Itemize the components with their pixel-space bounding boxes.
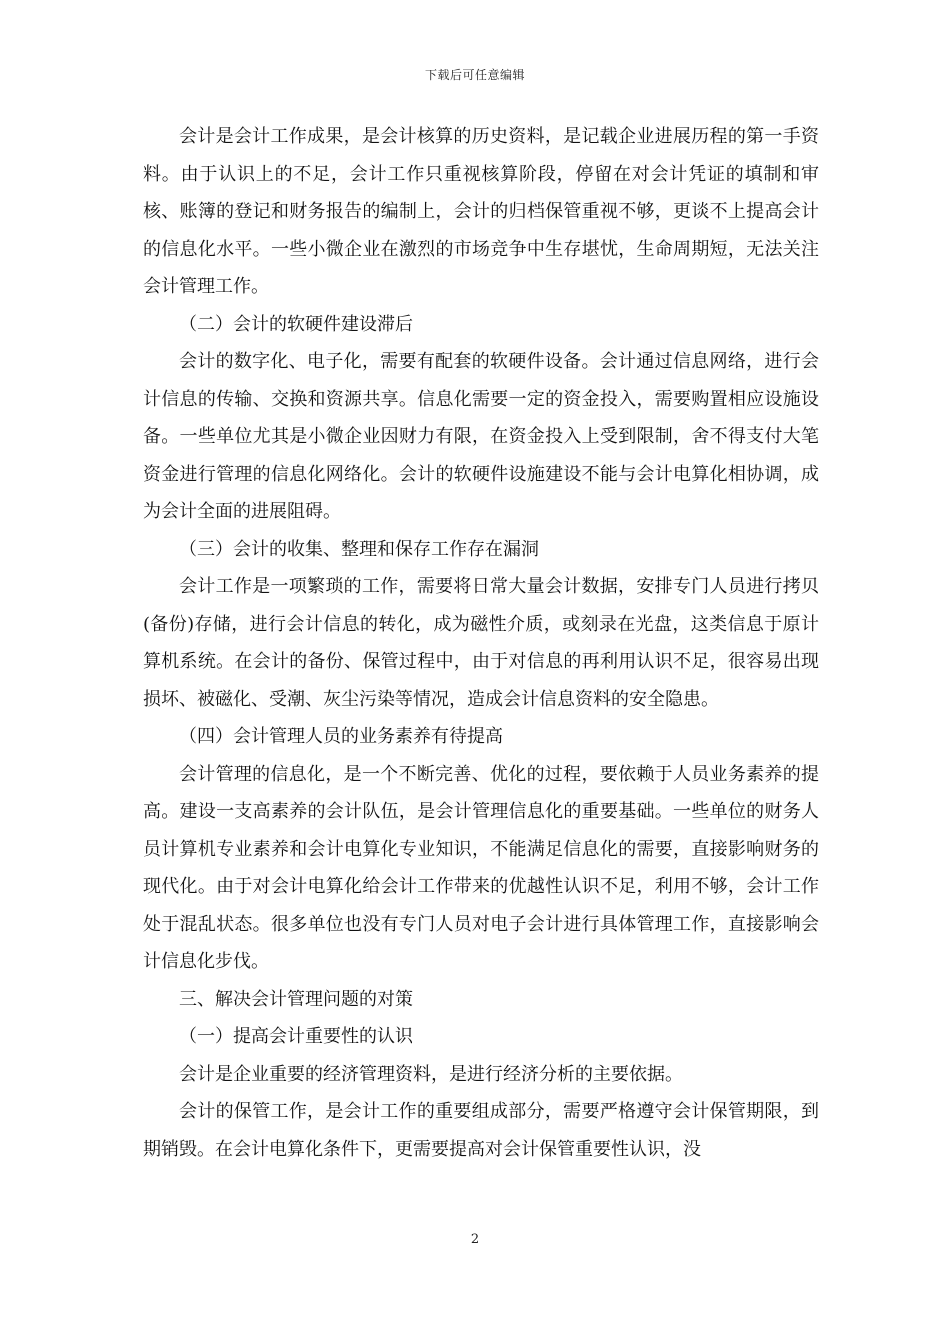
section-heading: （二）会计的软硬件建设滞后 (179, 313, 413, 335)
section-heading: （一）提高会计重要性的认识 (179, 1026, 413, 1047)
paragraph: 会计的保管工作，是会计工作的重要组成部分，需要严格遵守会计保管期限，到期销毁。在会计电算化条件下，更需要提高对会计保管重要性认识，没 (143, 1101, 819, 1160)
page-header: 下载后可任意编辑 (424, 68, 525, 82)
paragraph: 会计的数字化、电子化，需要有配套的软硬件设备。会计通过信息网络，进行会计信息的传输、交换和资源共享。信息化需要一定的资金投入，需要购置相应设施设备。一些单位尤其是小微企业因财力有限，在资金投入上受到限制，舍不得支付大笔资金进行管理的信息化网络化。会计的软硬件设施建设不能与会计电算化相协调，成为会计全面的进展阻碍。 (143, 351, 819, 522)
paragraph: 会计工作是一项繁琐的工作，需要将日常大量会计数据，安排专门人员进行拷贝(备份)存储，进行会计信息的转化，成为磁性介质，或刻录在光盘，这类信息于原计算机系统。在会计的备份、保管过程中，由于对信息的再利用认识不足，很容易出现损坏、被磁化、受潮、灰尘污染等情况，造成会计信息资料的安全隐患。 (143, 576, 819, 710)
section-heading: 三、解决会计管理问题的对策 (179, 988, 413, 1010)
paragraph: 会计是会计工作成果，是会计核算的历史资料，是记载企业进展历程的第一手资料。由于认识上的不足，会计工作只重视核算阶段，停留在对会计凭证的填制和审核、账簿的登记和财务报告的编制上，会计的归档保管重视不够，更谈不上提高会计的信息化水平。一些小微企业在激烈的市场竞争中生存堪忧，生命周期短，无法关注会计管理工作。 (143, 126, 819, 297)
section-heading: （三）会计的收集、整理和保存工作存在漏洞 (179, 538, 539, 560)
paragraph: 会计是企业重要的经济管理资料，是进行经济分析的主要依据。 (179, 1063, 683, 1085)
section-heading: （四）会计管理人员的业务素养有待提高 (179, 726, 503, 747)
page-number: 2 (470, 1232, 480, 1247)
paragraph: 会计管理的信息化，是一个不断完善、优化的过程，要依赖于人员业务素养的提高。建设一支高素养的会计队伍，是会计管理信息化的重要基础。一些单位的财务人员计算机专业素养和会计电算化专业知识，不能满足信息化的需要，直接影响财务的现代化。由于对会计电算化给会计工作带来的优越性认识不足，利用不够，会计工作处于混乱状态。很多单位也没有专门人员对电子会计进行具体管理工作，直接影响会计信息化步伐。 (143, 763, 819, 972)
document-body (143, 118, 819, 1168)
